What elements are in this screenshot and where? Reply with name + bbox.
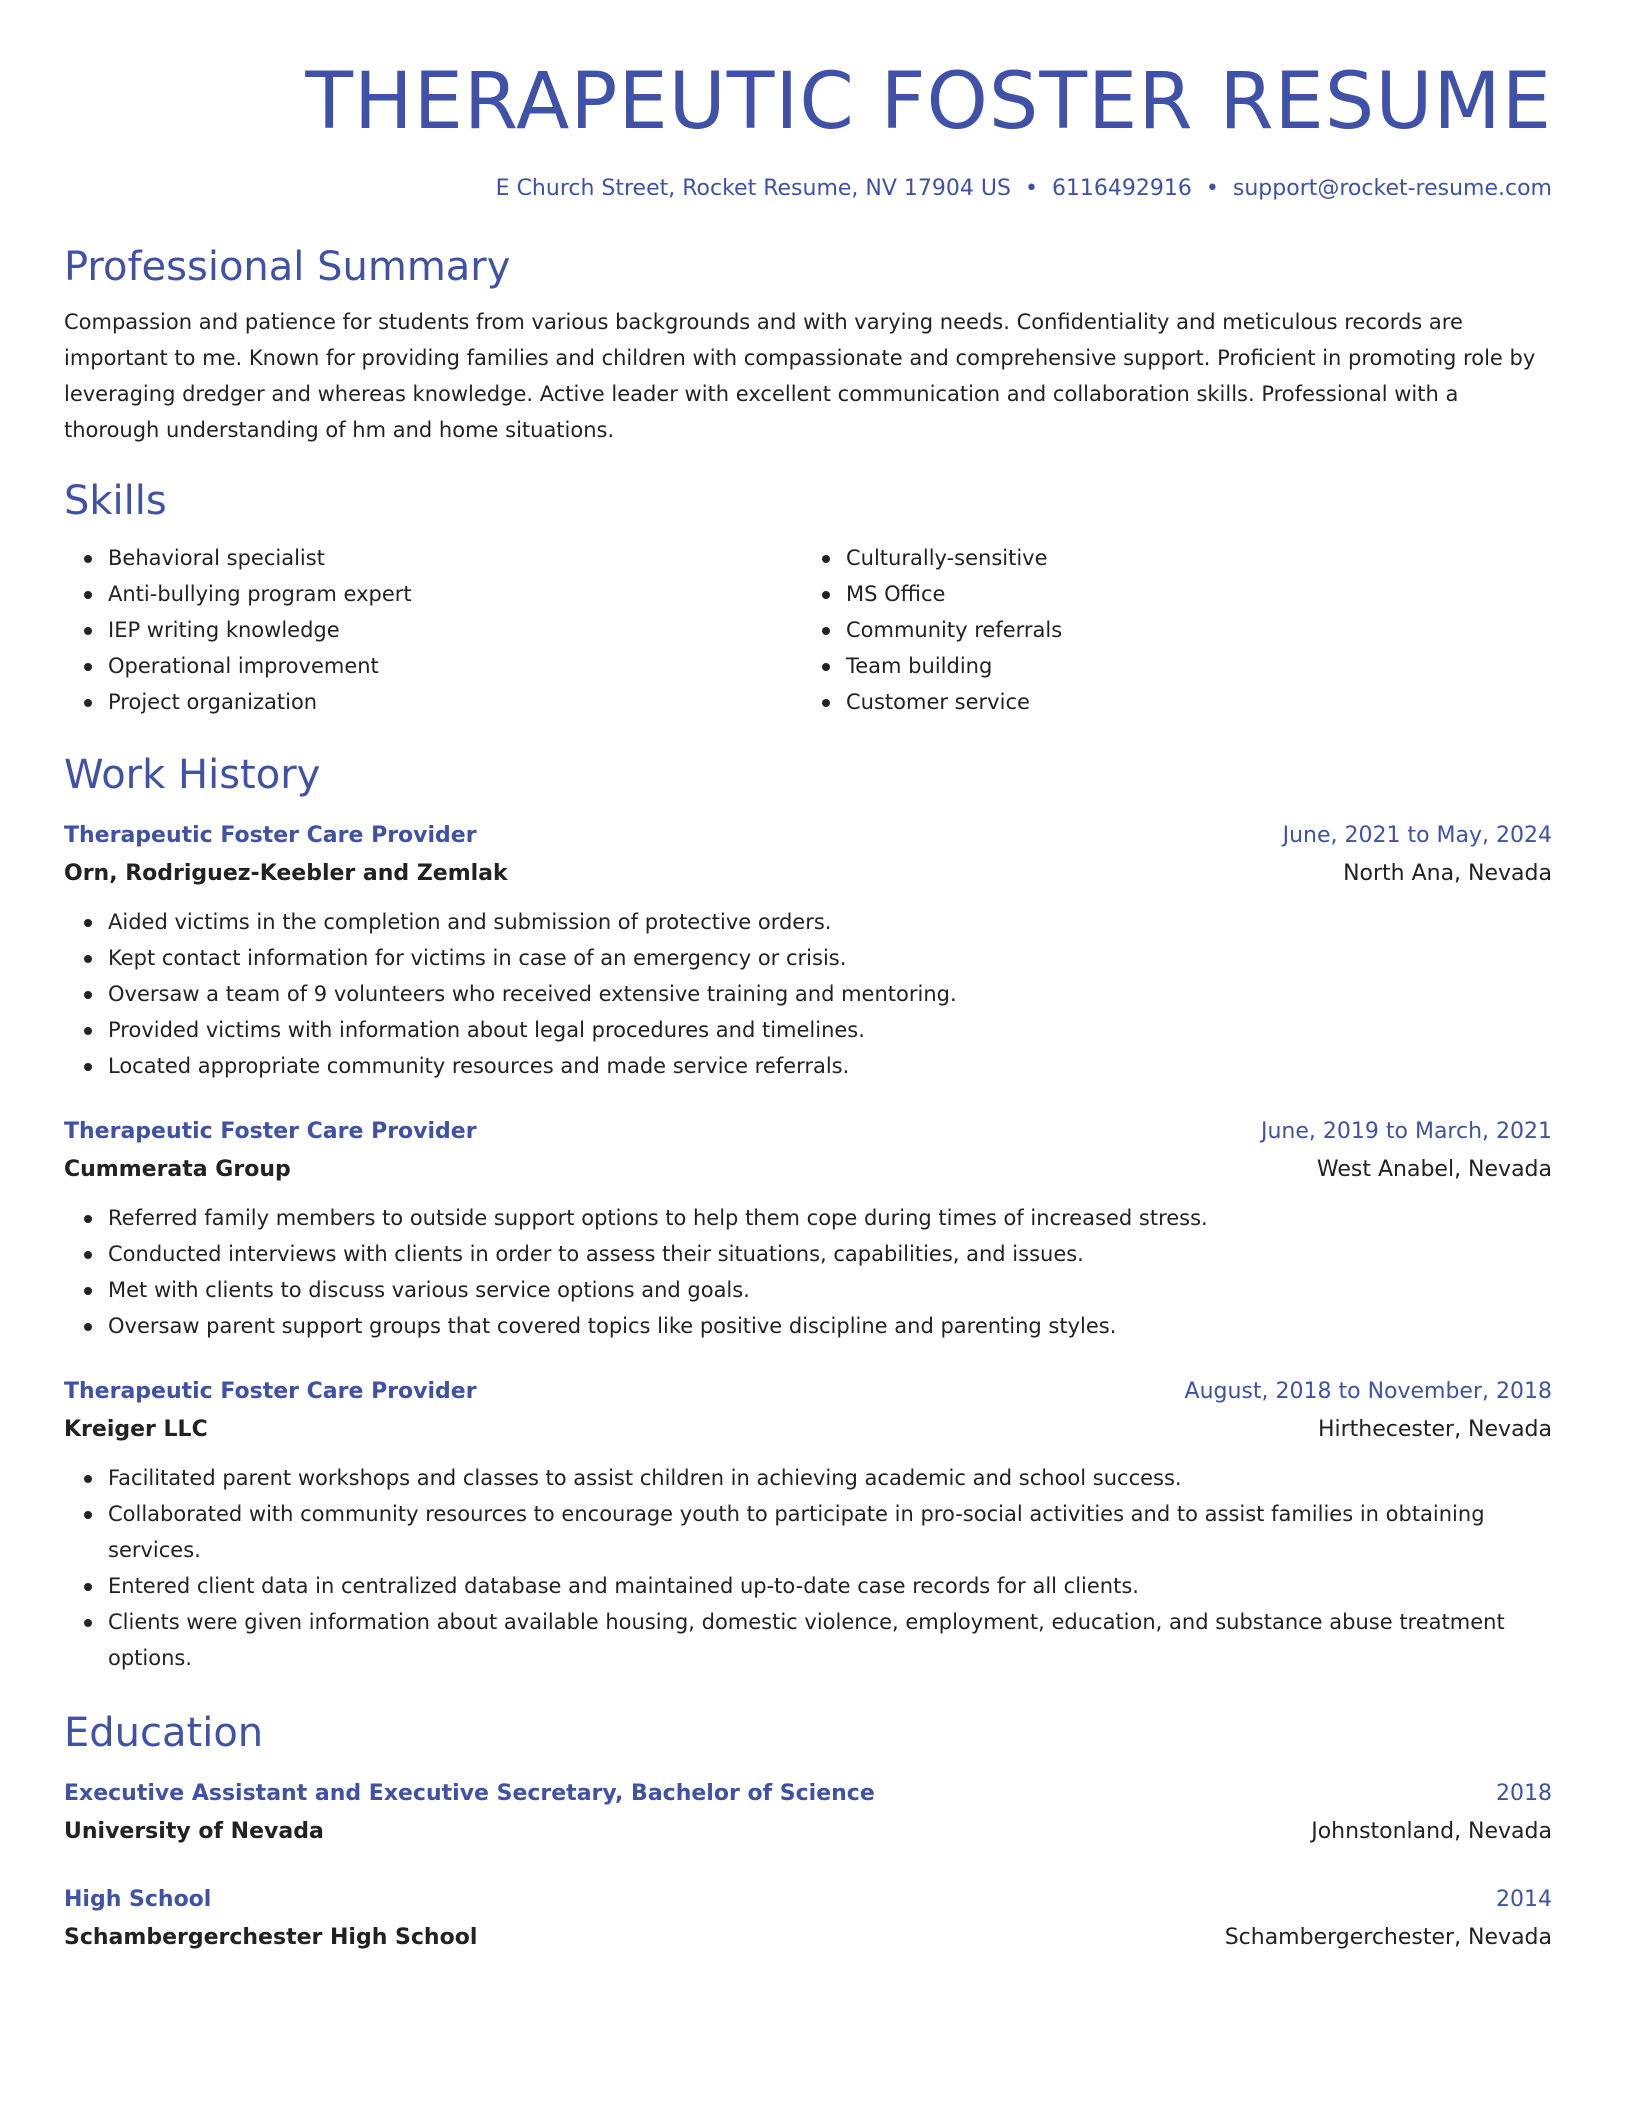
contact-phone: 6116492916 [1051, 176, 1192, 201]
skill-item: Behavioral specialist [108, 540, 802, 576]
duty-item: Collaborated with community resources to encourage youth to participate in pro-social activities and to assist families in obtaining services. [108, 1496, 1552, 1568]
work-history-heading: Work History [64, 752, 321, 798]
job-entry [64, 1114, 1552, 1344]
education-entry [64, 1882, 1552, 1958]
duty-item: Facilitated parent workshops and classes to assist children in achieving academic and school success. [108, 1460, 1552, 1496]
degree-title: High School [64, 1887, 212, 1912]
skills-heading: Skills [64, 478, 167, 524]
contact-separator: • [1205, 176, 1219, 201]
job-title: Therapeutic Foster Care Provider [64, 1379, 477, 1404]
duty-item: Referred family members to outside support options to help them cope during times of increased stress. [108, 1200, 1552, 1236]
job-employer: Orn, Rodriguez-Keebler and Zemlak [64, 861, 508, 886]
school-name: University of Nevada [64, 1819, 324, 1844]
job-dates: August, 2018 to November, 2018 [1184, 1379, 1552, 1404]
job-entry [64, 1374, 1552, 1676]
skill-item: Culturally-sensitive [846, 540, 1540, 576]
duty-item: Aided victims in the completion and submission of protective orders. [108, 904, 1552, 940]
skill-item: Customer service [846, 684, 1540, 720]
job-duties [64, 904, 1552, 1084]
degree-title: Executive Assistant and Executive Secretary, Bachelor of Science [64, 1781, 875, 1806]
graduation-year: 2018 [1496, 1781, 1552, 1806]
skill-item: Team building [846, 648, 1540, 684]
school-name: Schambergerchester High School [64, 1925, 478, 1950]
skill-item: MS Office [846, 576, 1540, 612]
school-location: Johnstonland, Nevada [1311, 1819, 1552, 1844]
job-dates: June, 2019 to March, 2021 [1261, 1119, 1552, 1144]
duty-item: Kept contact information for victims in case of an emergency or crisis. [108, 940, 1552, 976]
duty-item: Oversaw parent support groups that covered topics like positive discipline and parenting styles. [108, 1308, 1552, 1344]
education-heading: Education [64, 1710, 264, 1756]
skill-item: Community referrals [846, 612, 1540, 648]
skill-item: Project organization [108, 684, 802, 720]
skills-column-left [64, 540, 802, 720]
skill-item: Anti-bullying program expert [108, 576, 802, 612]
summary-text: Compassion and patience for students from various backgrounds and with varying needs. Confidentiality and meticulous records are important to me. Known for providing families and children with compassionate and comprehensive support. Proficient in promoting role by leveraging dredger and whereas knowledge. Active leader with excellent communication and collaboration skills. Professional with a thorough understanding of hm and home situations. [64, 310, 1536, 442]
duty-item: Clients were given information about available housing, domestic violence, employment, education, and substance abuse treatment options. [108, 1604, 1552, 1676]
job-dates: June, 2021 to May, 2024 [1282, 823, 1552, 848]
job-duties [64, 1460, 1552, 1676]
contact-separator: • [1024, 176, 1038, 201]
job-location: North Ana, Nevada [1343, 861, 1552, 886]
summary-heading: Professional Summary [64, 244, 511, 290]
skills-list [64, 540, 1552, 720]
contact-address: E Church Street, Rocket Resume, NV 17904 US [495, 176, 1011, 201]
skill-item: Operational improvement [108, 648, 802, 684]
duty-item: Conducted interviews with clients in order to assess their situations, capabilities, and issues. [108, 1236, 1552, 1272]
graduation-year: 2014 [1496, 1887, 1552, 1912]
resume-name: THERAPEUTIC FOSTER RESUME [305, 57, 1552, 147]
job-title: Therapeutic Foster Care Provider [64, 1119, 477, 1144]
job-duties [64, 1200, 1552, 1344]
contact-email: support@rocket-resume.com [1232, 176, 1552, 201]
skill-item: IEP writing knowledge [108, 612, 802, 648]
contact-line [64, 174, 1552, 204]
duty-item: Entered client data in centralized database and maintained up-to-date case records for all clients. [108, 1568, 1552, 1604]
resume-header [64, 52, 1552, 204]
job-location: West Anabel, Nevada [1316, 1157, 1552, 1182]
job-employer: Kreiger LLC [64, 1417, 208, 1442]
job-location: Hirthecester, Nevada [1317, 1417, 1552, 1442]
skills-column-right [802, 540, 1540, 720]
duty-item: Met with clients to discuss various service options and goals. [108, 1272, 1552, 1308]
duty-item: Oversaw a team of 9 volunteers who received extensive training and mentoring. [108, 976, 1552, 1012]
job-employer: Cummerata Group [64, 1157, 291, 1182]
job-entry [64, 818, 1552, 1084]
duty-item: Located appropriate community resources and made service referrals. [108, 1048, 1552, 1084]
duty-item: Provided victims with information about legal procedures and timelines. [108, 1012, 1552, 1048]
school-location: Schambergerchester, Nevada [1224, 1925, 1552, 1950]
education-entry [64, 1776, 1552, 1852]
job-title: Therapeutic Foster Care Provider [64, 823, 477, 848]
